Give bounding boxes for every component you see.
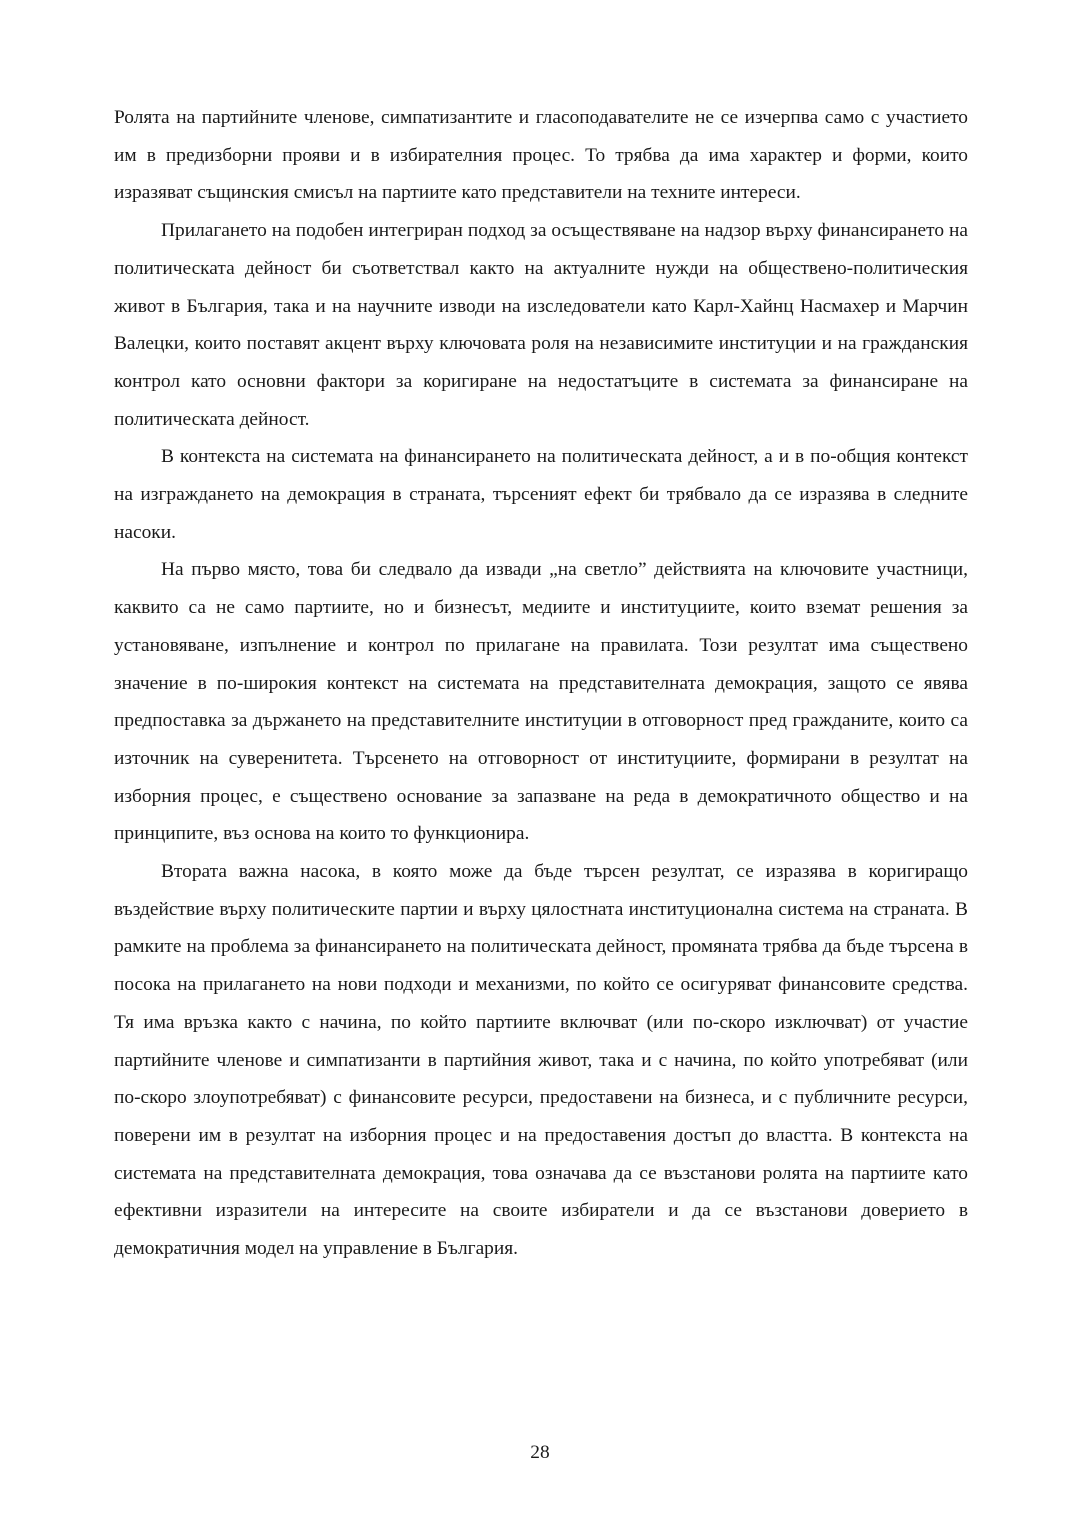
paragraph-5: Втората важна насока, в която може да бъде търсен резултат, се изразява в коригиращо въздействие върху политическите партии и върху цялостната институционална система на страната. В рамките на проблема за финансирането на политическата дейност, промяната трябва да бъде търсена в посока на прилагането на нови подходи и механизми, по който се осигуряват финансовите средства. Тя има връзка както с начина, по който партиите включват (или по-скоро изключват) от участие партийните членове и симпатизанти в партийния живот, така и с начина, по който употребяват (или по-скоро злоупотребяват) с финансовите ресурси, предоставени на бизнеса, и с публичните ресурси, поверени им в резултат на изборния процес и на предоставения достъп до властта. В контекста на системата на представителната демокрация, това означава да се възстанови ролята на партиите като ефективни изразители на интересите на своите избиратели и да се възстанови доверието в демократичния модел на управление в България.: [114, 861, 968, 1260]
paragraph-2: Прилагането на подобен интегриран подход за осъществяване на надзор върху финансирането на политическата дейност би съответствал както на актуалните нужди на обществено-политическия живот в България, така и на научните изводи на изследователи като Карл-Хайнц Насмахер и Марчин Валецки, които поставят акцент върху ключовата роля на независимите институции и на гражданския контрол като основни фактори за коригиране на недостатъците в системата за финансиране на политическата дейност.: [114, 220, 968, 430]
page-number: 28: [530, 1442, 550, 1463]
paragraph-3: В контекста на системата на финансирането на политическата дейност, а и в по-общия контекст на изграждането на демокрация в страната, търсеният ефект би трябвало да се изразява в следните насоки.: [114, 446, 968, 543]
paragraph-4: На първо място, това би следвало да извади „на светло” действията на ключовите участници, каквито са не само партиите, но и бизнесът, медиите и институциите, които вземат решения за установяване, изпълнение и контрол по прилагане на правилата. Този резултат има съществено значение в по-широкия контекст на системата на представителната демокрация, защото се явява предпоставка за държането на представителните институции в отговорност пред гражданите, които са източник на суверенитета. Търсенето на отговорност от институциите, формирани в резултат на изборния процес, е съществено основание за запазване на реда в демократичното общество и на принципите, въз основа на които то функционира.: [114, 559, 968, 845]
paragraph-1: Ролята на партийните членове, симпатизантите и гласоподавателите не се изчерпва само с участието им в предизборни прояви и в избирателния процес. То трябва да има характер и форми, които изразяват същинския смисъл на партиите като представители на техните интереси.: [114, 107, 968, 204]
body-text: [114, 99, 968, 1268]
